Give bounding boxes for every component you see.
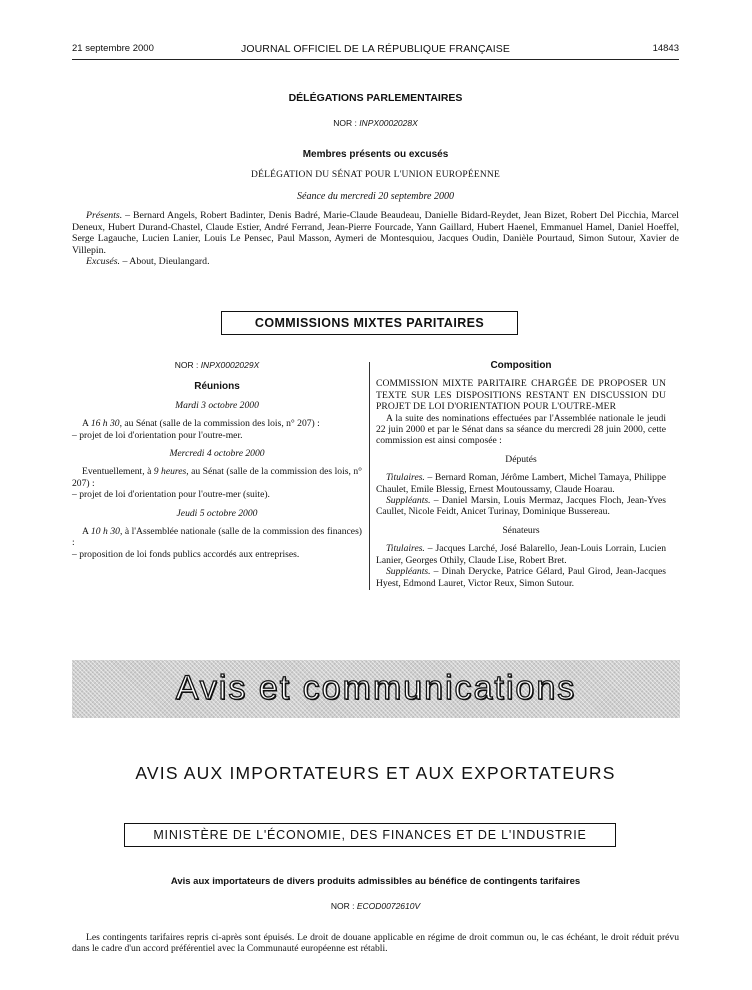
nor-code: INPX0002029X: [200, 360, 260, 370]
nor-code: ECOD0072610V: [356, 901, 421, 911]
membres-title: Membres présents ou excusés: [302, 149, 449, 160]
reunion-day-1: Mardi 3 octobre 2000: [175, 399, 259, 411]
suppleants-label: Suppléants.: [386, 495, 431, 507]
presents-label: Présents.: [86, 210, 123, 221]
notice-nor: [72, 901, 679, 911]
composition-title: Composition: [490, 360, 552, 371]
reunion-3-time: 10 h 30: [90, 526, 120, 538]
members-list: [72, 210, 679, 268]
cmp-section-box: [221, 311, 518, 335]
column-divider: [369, 362, 370, 590]
page-header: [72, 43, 679, 60]
notice-title: Avis aux importateurs de divers produits admissibles au bénéfice de contingents tarifaires: [170, 876, 581, 887]
reunion-3-details: A 10 h 30, à l'Assemblée nationale (salle de la commission des finances) :: [72, 526, 362, 549]
reunion-2-item: – projet de loi d'orientation pour l'outre-mer (suite).: [72, 489, 270, 501]
nor-label: NOR :: [174, 360, 199, 370]
presents-text: – Bernard Angels, Robert Badinter, Denis Badré, Marie-Claude Beaudeau, Danielle Bidard-Reydet, Jean Bizet, Robert Del Picchia, Marcel Deneux, Hubert Durand-Chastel, Claude Estier, André Ferrand, Jean-Pierre Fourcade, Yann Gaillard, Hubert Haenel, Emmanuel Hamel, Daniel Hoeffel, Serge Lagauche, Lucien Lanier, Louis Le Pensec, Paul Masson, Aymeri de Montesquiou, Jacques Oudin, Danièle Pourtaud, Simon Sutour, Xavier de Villepin.: [72, 210, 679, 256]
reunion-3-item: – proposition de loi fonds publics accordés aux entreprises.: [72, 548, 300, 560]
titulaires-label: Titulaires.: [386, 543, 425, 555]
avis-section-title: AVIS AUX IMPORTATEURS ET AUX EXPORTATEURS: [135, 763, 616, 783]
notice-paragraph: Les contingents tarifaires repris ci-après sont épuisés. Le droit de douane applicable en régime de droit commun ou, le cas échéant, le droit réduit prévu dans le cadre d'un accord préférentiel avec la Communauté européenne est rétabli.: [72, 932, 679, 955]
nor-label: NOR :: [333, 118, 357, 128]
presents-paragraph: [72, 210, 679, 256]
senateurs-titulaires: Titulaires. – Jacques Larché, José Balarello, Jean-Louis Lorrain, Lucien Lanier, Georges Othily, Claude Lise, Robert Bret.: [376, 543, 666, 566]
reunion-1-details: A 16 h 30, au Sénat (salle de la commission des lois, n° 207) :: [82, 418, 320, 430]
reunion-2-time: 9 heures: [153, 466, 187, 478]
header-page-number: 14843: [652, 43, 679, 54]
delegations-nor: [72, 118, 679, 128]
header-journal-title: JOURNAL OFFICIEL DE LA RÉPUBLIQUE FRANÇAISE: [241, 43, 510, 55]
delegations-title: DÉLÉGATIONS PARLEMENTAIRES: [288, 92, 463, 104]
reunion-1-time: 16 h 30: [90, 418, 120, 430]
cmp-section-title: COMMISSIONS MIXTES PARITAIRES: [254, 316, 485, 330]
nor-code: INPX0002028X: [359, 118, 418, 128]
nor-label: NOR :: [330, 901, 355, 911]
cmp-left-column: [72, 360, 362, 560]
deputes-title: Députés: [505, 453, 537, 465]
header-date: 21 septembre 2000: [72, 43, 154, 54]
deputes-titulaires: Titulaires. – Bernard Roman, Jérôme Lambert, Michel Tamaya, Philippe Chaulet, Emile Blessig, Ernest Moutoussamy, Claude Hoarau.: [376, 472, 666, 495]
ministere-title: MINISTÈRE DE L'ÉCONOMIE, DES FINANCES ET DE L'INDUSTRIE: [153, 828, 587, 842]
suppleants-label: Suppléants.: [386, 566, 431, 578]
reunion-day-2: Mercredi 4 octobre 2000: [169, 448, 265, 460]
cmp-nor: [72, 360, 362, 371]
excuses-text: – About, Dieulangard.: [120, 256, 210, 268]
delegation-name: DÉLÉGATION DU SÉNAT POUR L'UNION EUROPÉENNE: [251, 170, 500, 180]
titulaires-label: Titulaires.: [386, 472, 425, 484]
notice-body: [72, 932, 679, 954]
excuses-label: Excusés.: [86, 256, 121, 268]
reunion-1-item: – projet de loi d'orientation pour l'outre-mer.: [72, 429, 243, 441]
reunion-2-details: Eventuellement, à 9 heures, au Sénat (salle de la commission des lois, n° 207) :: [72, 466, 362, 489]
deputes-suppleants: Suppléants. – Daniel Marsin, Louis Mermaz, Jacques Floch, Jean-Yves Caullet, Nicole Feidt, Anicet Turinay, Dominique Bussereau.: [376, 495, 666, 518]
reunion-day-3: Jeudi 5 octobre 2000: [176, 507, 258, 519]
reunions-title: Réunions: [194, 381, 240, 393]
section-banner-title: Avis et communications: [175, 669, 577, 707]
commission-name: COMMISSION MIXTE PARITAIRE CHARGÉE DE PROPOSER UN TEXTE SUR LES DISPOSITIONS RESTANT EN DISCUSSION DU PROJET DE LOI D'ORIENTATION POUR L'OUTRE-MER: [376, 378, 666, 413]
excuses-paragraph: [72, 256, 679, 268]
senateurs-title: Sénateurs: [502, 524, 540, 536]
seance-date: Séance du mercredi 20 septembre 2000: [297, 191, 454, 202]
ministere-box: [124, 823, 616, 847]
cmp-right-column: [376, 360, 666, 589]
senateurs-suppleants: Suppléants. – Dinah Derycke, Patrice Gélard, Paul Girod, Jean-Jacques Hyest, Edmond Lauret, Victor Reux, Simon Sutour.: [376, 566, 666, 589]
commission-intro: A la suite des nominations effectuées par l'Assemblée nationale le jeudi 22 juin 2000 et par le Sénat dans sa séance du mercredi 28 juin 2000, cette commission est ainsi composée :: [376, 412, 666, 447]
